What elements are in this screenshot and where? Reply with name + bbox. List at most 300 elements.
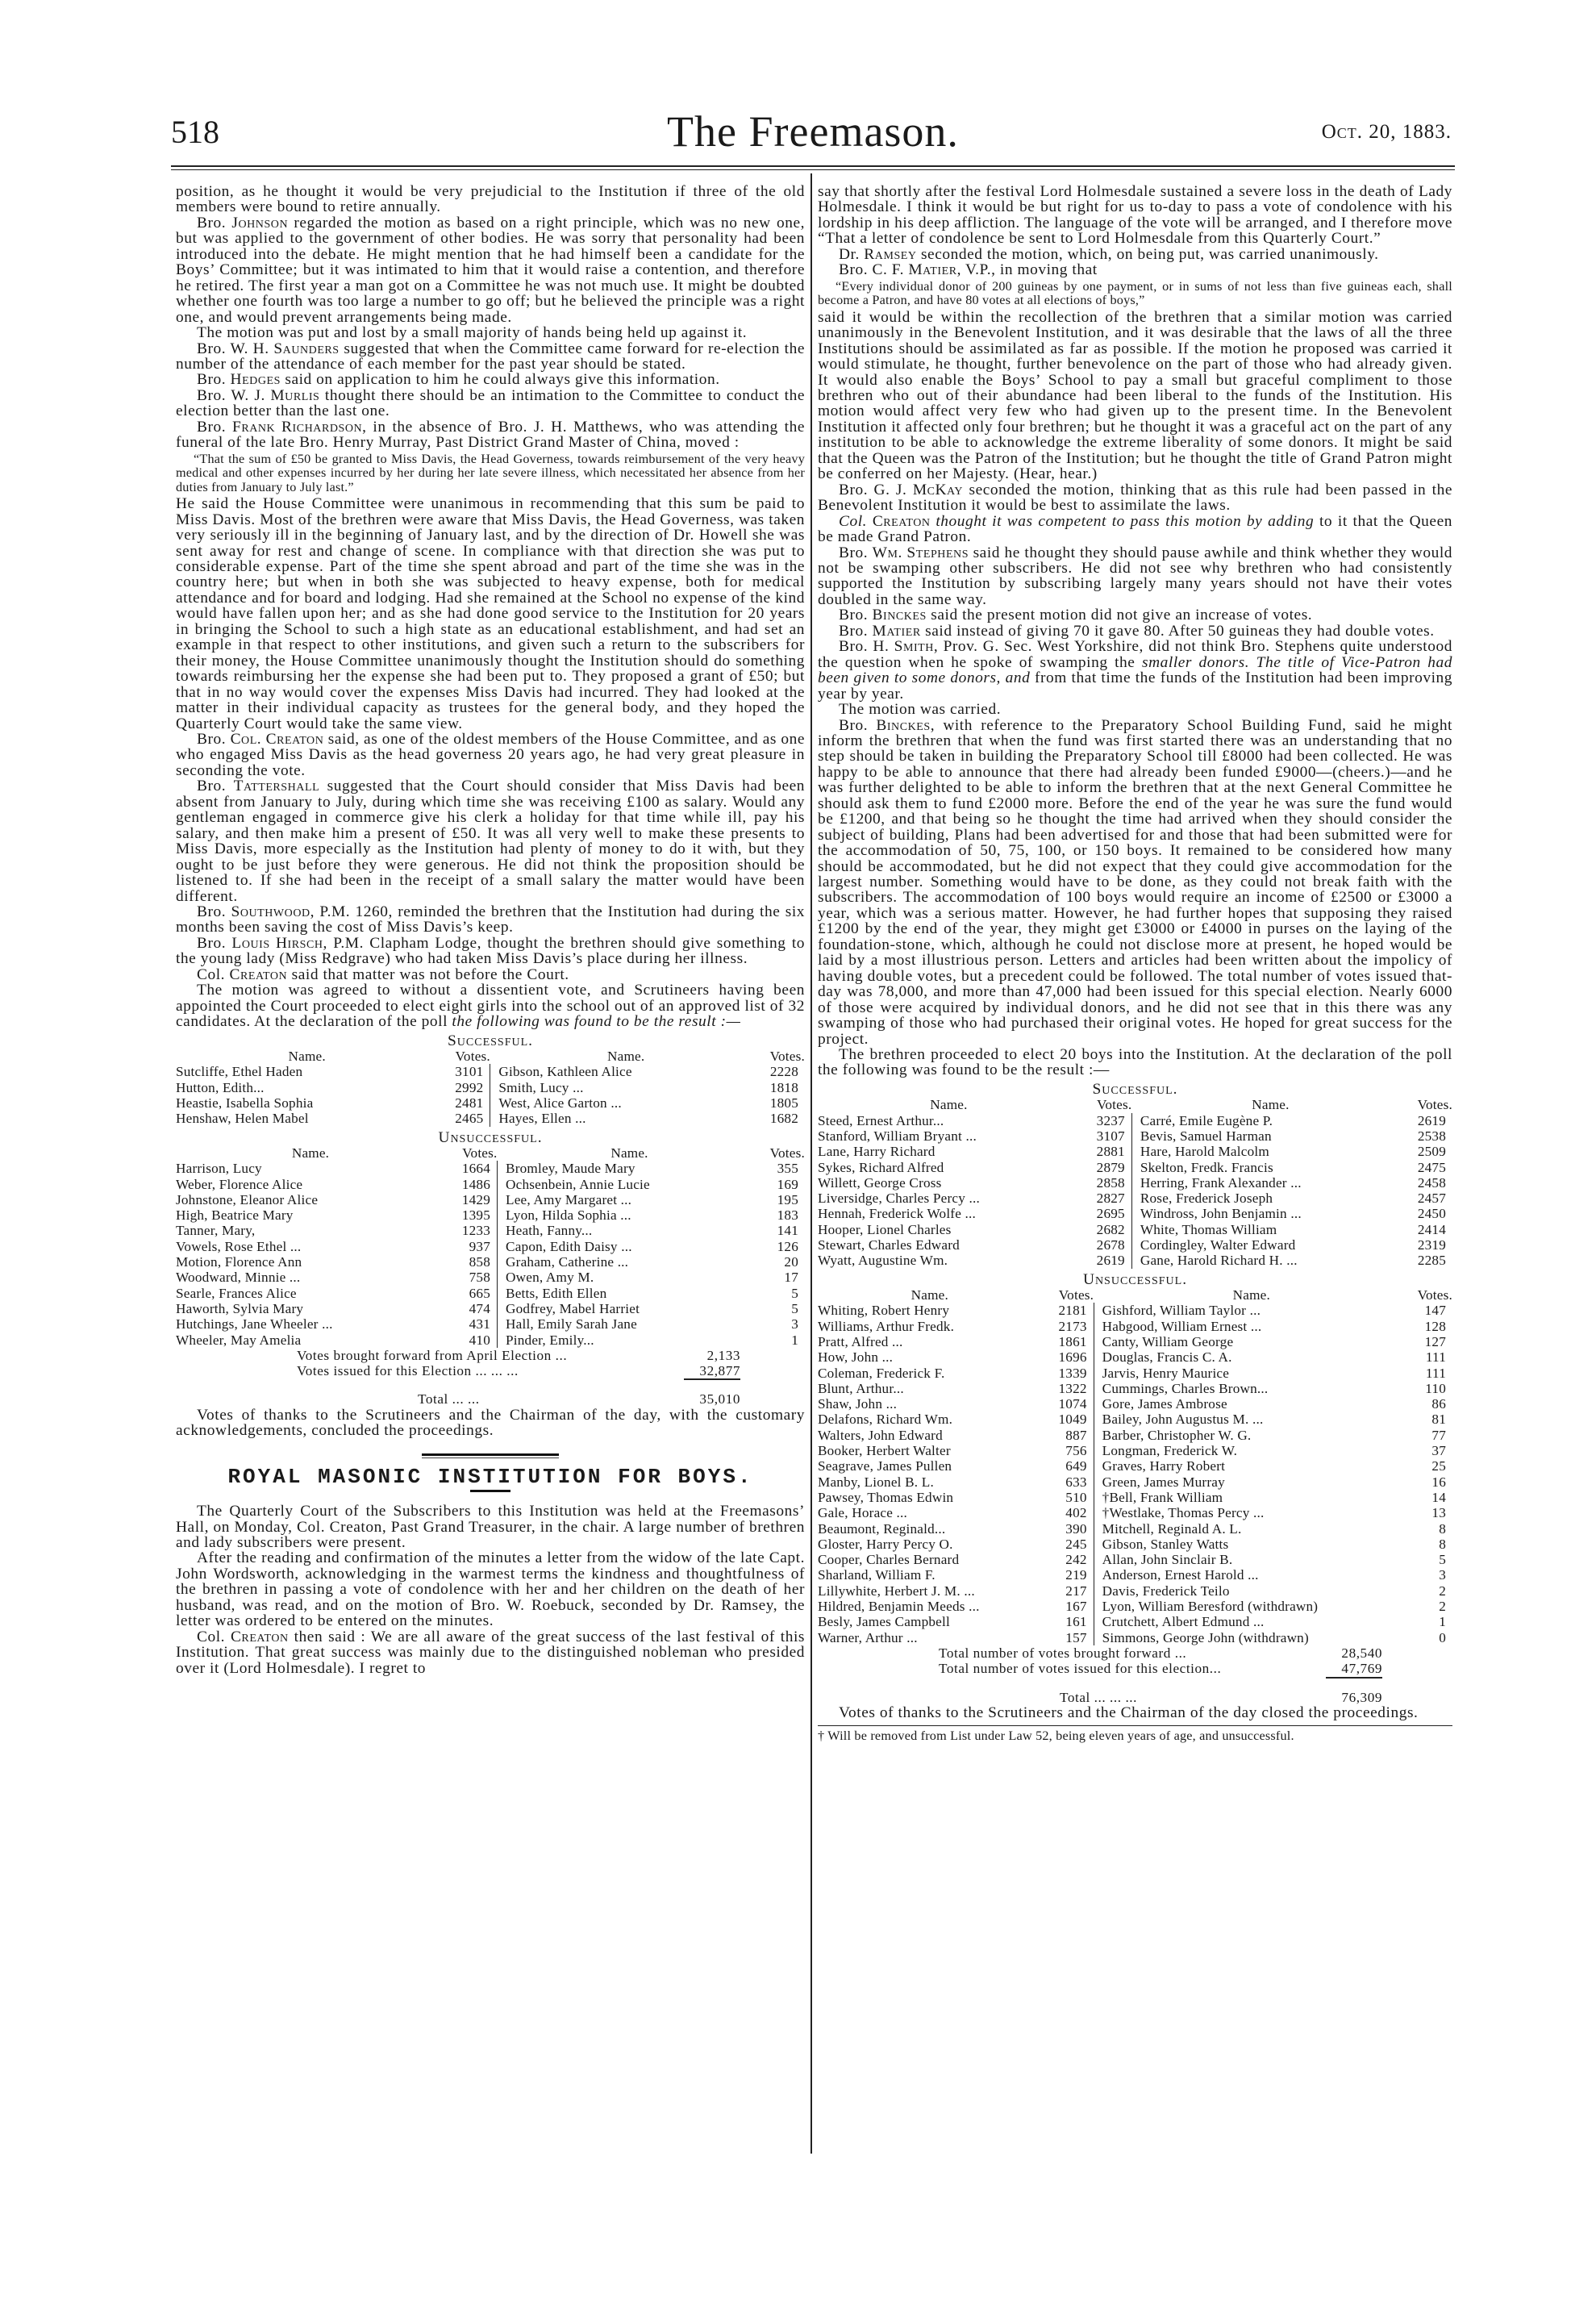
column-separator xyxy=(1094,1366,1102,1381)
candidate-name: Godfrey, Mabel Harriet xyxy=(506,1300,640,1316)
name-column-header: Name. xyxy=(288,1049,326,1065)
candidate-name: Booker, Herbert Walter xyxy=(818,1443,951,1459)
masthead xyxy=(171,106,1455,160)
candidate-votes: 1818 xyxy=(769,1079,798,1095)
candidate-votes: 431 xyxy=(469,1316,491,1332)
candidate-name: Gore, James Ambrose xyxy=(1102,1396,1227,1412)
candidate-votes: 1 xyxy=(1439,1614,1446,1630)
poll-row xyxy=(818,1412,1452,1427)
column-separator xyxy=(498,1316,506,1332)
candidate-votes: 355 xyxy=(777,1161,798,1177)
paragraph-text: said instead of giving 70 it gave 80. After 50 guineas they had double votes. xyxy=(920,622,1435,640)
candidate-name: Walters, John Edward xyxy=(818,1427,943,1443)
candidate-name: Harrison, Lucy xyxy=(176,1161,262,1177)
candidate-votes: 2319 xyxy=(1417,1237,1446,1253)
candidate-name: Rose, Frederick Joseph xyxy=(1140,1191,1273,1207)
column-separator xyxy=(1094,1490,1102,1505)
candidate-votes: 3107 xyxy=(1096,1128,1125,1144)
poll-row xyxy=(818,1160,1452,1175)
candidate-votes: 3 xyxy=(791,1316,798,1332)
poll-row xyxy=(818,1490,1452,1505)
candidate-votes: 2173 xyxy=(1058,1318,1087,1334)
votes-column-header: Votes. xyxy=(769,1145,805,1161)
candidate-name: Beaumont, Reginald... xyxy=(818,1520,946,1537)
paragraph-text: suggested that when the Committee came forward for re-election the number of the attendance of each member for the past year should be stated. xyxy=(176,340,805,373)
candidate-name: Shaw, John ... xyxy=(818,1396,898,1412)
paragraph-text: The motion was agreed to without a dissentient vote, and Scrutineers having been appointed the Court proceeded to elect eight girls into the school out of an approved list of 32 candidates. At the declaration of the poll xyxy=(176,982,805,1031)
speaker-name: Creaton xyxy=(229,965,288,983)
candidate-name: Hall, Emily Sarah Jane xyxy=(506,1316,637,1332)
candidate-votes: 1049 xyxy=(1058,1412,1087,1428)
candidate-name: Bailey, John Augustus M. ... xyxy=(1102,1412,1264,1428)
candidate-votes: 110 xyxy=(1425,1380,1446,1396)
candidate-name: Longman, Frederick W. xyxy=(1102,1443,1238,1459)
votes-column-header: Votes. xyxy=(1096,1097,1132,1113)
candidate-votes: 2619 xyxy=(1417,1112,1446,1128)
paragraph-text: said it would be within the recollection of the brethren that a similar motion was carried unanimously in the Benevolent Institution, and it was desirable that the laws of all the three Institutions should be assimilated as far as possible. If the motion he proposed was carried it would stimulate, he thought, further benevolence on the part of those who had already given. It would also enable the Boys’ School to pay a small but graceful compliment to those brethren who out of their abundance had been liberal to the funds of the Institution. His motion would affect very few who had given up to the present time. In the Benevolent Institution it affected only four brethren; but he thought it was a graceful act on the part of any institution to be able to acknowledge the extreme liberality of some donors. It might be said that the Queen was the Patron of the Institution; but he thought the title of Grand Patron might be conferred on her Majesty. (Hear, hear.) xyxy=(818,308,1452,483)
poll-row xyxy=(176,1111,805,1126)
poll-row xyxy=(818,1319,1452,1334)
candidate-name: Green, James Murray xyxy=(1102,1474,1225,1490)
candidate-votes: 111 xyxy=(1425,1349,1446,1366)
section-divider xyxy=(422,1453,559,1458)
column-separator xyxy=(498,1239,506,1254)
name-column-header: Name. xyxy=(930,1097,968,1113)
column-separator xyxy=(490,1080,499,1095)
candidate-votes: 1861 xyxy=(1058,1333,1087,1349)
candidate-name: Steed, Ernest Arthur... xyxy=(818,1112,944,1128)
poll-row xyxy=(818,1128,1452,1144)
totals-value: 47,769 xyxy=(1326,1661,1382,1678)
paragraph-text: The brethren proceeded to elect 20 boys into the Institution. At the declaration of the poll the following was found to be the result :— xyxy=(818,1046,1452,1079)
paragraph xyxy=(176,967,805,982)
candidate-votes: 633 xyxy=(1065,1474,1087,1490)
name-column-header: Name. xyxy=(291,1145,330,1161)
poll-row xyxy=(176,1270,805,1285)
speaker-name: Creaton xyxy=(872,512,931,530)
poll-header-row xyxy=(176,1145,805,1161)
candidate-name: Hayes, Ellen ... xyxy=(498,1111,586,1127)
poll-row xyxy=(818,1206,1452,1221)
poll-row xyxy=(818,1567,1452,1583)
column-separator xyxy=(1094,1334,1102,1349)
candidate-votes: 3 xyxy=(1439,1567,1446,1583)
candidate-name: Gibson, Stanley Watts xyxy=(1102,1536,1229,1552)
votes-column-header: Votes. xyxy=(1417,1097,1452,1113)
candidate-name: Pratt, Alfred ... xyxy=(818,1333,903,1349)
column-separator xyxy=(490,1095,499,1111)
candidate-votes: 127 xyxy=(1424,1333,1446,1349)
paragraph-text: said on application to him he could always give this information. xyxy=(280,371,720,389)
paragraph xyxy=(818,639,1452,702)
candidate-votes: 217 xyxy=(1065,1583,1087,1599)
paragraph-text: , in the absence of Bro. J. H. Matthews, who was attending the funeral of the late Bro. Henry Murray, Past District Grand Master of China, moved : xyxy=(176,418,805,452)
candidate-name: High, Beatrice Mary xyxy=(176,1207,294,1224)
column-separator xyxy=(498,1145,506,1161)
candidate-votes: 1429 xyxy=(461,1191,491,1207)
candidate-name: Hare, Harold Malcolm xyxy=(1140,1144,1269,1160)
candidate-votes: 2992 xyxy=(455,1079,484,1095)
candidate-name: Herring, Frank Alexander ... xyxy=(1140,1174,1302,1191)
candidate-name: Barber, Christopher W. G. xyxy=(1102,1427,1252,1443)
candidate-name: Tanner, Mary, xyxy=(176,1223,256,1239)
totals-value: 28,540 xyxy=(1341,1645,1382,1661)
paragraph-text: Dr. xyxy=(839,245,865,263)
paragraph-text: Bro. xyxy=(839,716,877,734)
paragraph-text: The motion was put and lost by a small majority of hands being held up against it. xyxy=(197,324,748,342)
paragraph-text: thought there should be an intimation to the Committee to conduct the election better than the last one. xyxy=(176,386,805,420)
column-separator xyxy=(1131,1222,1140,1237)
candidate-votes: 2458 xyxy=(1417,1174,1446,1191)
candidate-name: Whiting, Robert Henry xyxy=(818,1303,950,1319)
poll-row xyxy=(176,1239,805,1254)
right-column xyxy=(818,184,1452,1743)
speaker-name: Smith xyxy=(894,638,934,656)
candidate-votes: 77 xyxy=(1431,1427,1446,1443)
candidate-name: Pawsey, Thomas Edwin xyxy=(818,1489,954,1505)
speaker-name: Matier xyxy=(872,622,921,640)
candidate-name: Manby, Lionel B. L. xyxy=(818,1474,934,1490)
paragraph-text: Bro. xyxy=(197,778,234,795)
paragraph-text: , P.M. 1260, reminded the brethren that the Institution had during the six months been saving the cost of Miss Davis’s keep. xyxy=(176,903,806,936)
column-separator xyxy=(1131,1206,1140,1221)
paragraph xyxy=(818,482,1452,514)
paragraph xyxy=(818,262,1452,277)
poll-row xyxy=(176,1301,805,1316)
candidate-name: Bevis, Samuel Harman xyxy=(1140,1128,1272,1144)
candidate-name: Lane, Harry Richard xyxy=(818,1144,936,1160)
candidate-name: Gishford, William Taylor ... xyxy=(1102,1303,1261,1319)
candidate-name: Jarvis, Henry Maurice xyxy=(1102,1365,1230,1381)
candidate-votes: 887 xyxy=(1065,1427,1087,1443)
candidate-votes: 2481 xyxy=(455,1095,484,1111)
poll-row xyxy=(176,1095,805,1111)
candidate-name: Ochsenbein, Annie Lucie xyxy=(506,1176,650,1192)
poll-row xyxy=(818,1552,1452,1567)
candidate-name: Sutcliffe, Ethel Haden xyxy=(176,1064,303,1080)
candidate-votes: 8 xyxy=(1439,1536,1446,1552)
boys-institution-report xyxy=(176,1503,805,1676)
paragraph-text: , P.M. Clapham Lodge, thought the brethren should give something to the young lady (Miss Redgrave) who had taken Miss Davis’s place during her illness. xyxy=(176,934,806,968)
paragraph xyxy=(176,372,805,387)
poll-row xyxy=(818,1144,1452,1159)
totals-row xyxy=(818,1690,1452,1705)
candidate-name: Lee, Amy Margaret ... xyxy=(506,1191,632,1207)
paragraph-text: said, as one of the oldest members of the House Committee, and as one who engaged Miss Davis as the head governess 20 years ago, he had very great pleasure in seconding the vote. xyxy=(176,731,806,779)
candidate-name: Hennah, Frederick Wolfe ... xyxy=(818,1206,977,1222)
candidate-votes: 1696 xyxy=(1058,1349,1087,1366)
candidate-name: Canty, William George xyxy=(1102,1333,1234,1349)
paragraph-text: “Every individual donor of 200 guineas by one payment, or in sums of not less than five guineas each, shall become a Patron, and have 80 votes at all elections of boys,” xyxy=(818,278,1452,308)
column-separator xyxy=(498,1332,506,1348)
candidate-votes: 510 xyxy=(1065,1489,1087,1505)
totals-value: 35,010 xyxy=(699,1391,740,1407)
candidate-votes: 167 xyxy=(1065,1599,1087,1615)
paragraph xyxy=(818,280,1452,308)
candidate-name: Pinder, Emily... xyxy=(506,1332,594,1348)
candidate-name: Betts, Edith Ellen xyxy=(506,1285,607,1301)
column-separator xyxy=(1094,1537,1102,1552)
poll-row xyxy=(176,1177,805,1192)
candidate-name: Skelton, Fredk. Francis xyxy=(1140,1159,1273,1175)
candidate-name: Weber, Florence Alice xyxy=(176,1176,303,1192)
column-separator xyxy=(1094,1319,1102,1334)
paragraph xyxy=(176,341,805,373)
poll-row xyxy=(818,1428,1452,1443)
speaker-name: Ramsey xyxy=(864,245,917,263)
paragraph xyxy=(176,982,805,1029)
column-separator xyxy=(1094,1287,1102,1303)
name-column-header: Name. xyxy=(1252,1097,1290,1113)
candidate-votes: 5 xyxy=(791,1285,798,1301)
candidate-name: †Westlake, Thomas Percy ... xyxy=(1102,1505,1265,1521)
paragraph-text: “That the sum of £50 be granted to Miss Davis, the Head Governess, towards reimbursement of the very heavy medical and other expenses incurred by her during her late severe illness, which necessitated her absence from her duties from January to July last.” xyxy=(176,451,805,494)
poll-row xyxy=(818,1349,1452,1365)
paragraph xyxy=(818,1705,1452,1720)
candidate-votes: 169 xyxy=(777,1176,798,1192)
paragraph-text: Bro. W. J. xyxy=(197,386,271,404)
poll-row xyxy=(176,1161,805,1176)
column-separator xyxy=(1131,1191,1140,1206)
paragraph xyxy=(176,325,805,340)
poll-row xyxy=(818,1521,1452,1537)
candidate-name: Sykes, Richard Alfred xyxy=(818,1159,944,1175)
candidate-votes: 5 xyxy=(791,1300,798,1316)
candidate-votes: 2450 xyxy=(1417,1206,1446,1222)
paragraph xyxy=(818,702,1452,717)
poll-row xyxy=(176,1316,805,1332)
poll-row xyxy=(818,1366,1452,1381)
column-separator xyxy=(1131,1253,1140,1268)
boys-report-continued xyxy=(818,184,1452,1078)
candidate-name: Graves, Harry Robert xyxy=(1102,1458,1226,1474)
totals-label: Votes brought forward from April Election ... xyxy=(297,1347,568,1363)
candidate-votes: 81 xyxy=(1431,1412,1446,1428)
candidate-name: Gloster, Harry Percy O. xyxy=(818,1536,953,1552)
column-separator xyxy=(1094,1630,1102,1645)
candidate-votes: 111 xyxy=(1425,1365,1446,1381)
paragraph-text: thought it was competent to pass this motion by adding xyxy=(930,512,1315,530)
totals-value: 2,133 xyxy=(706,1347,740,1363)
candidate-name: Heath, Fanny... xyxy=(506,1223,593,1239)
paragraph-text: from that time the funds of the Institution had been improving year by year. xyxy=(818,669,1452,703)
candidate-votes: 2465 xyxy=(455,1111,484,1127)
speaker-name: Louis Hirsch xyxy=(231,934,323,952)
poll-row xyxy=(818,1458,1452,1474)
candidate-name: Johnstone, Eleanor Alice xyxy=(176,1191,319,1207)
paragraph-text: , with reference to the Preparatory School Building Fund, said he might inform the brethren that when the fund was first started there was an understanding that no step should be taken in building the Preparatory School till £8000 had been collected. He was happy to be able to announce that there had already been funded £9000—(cheers.)—and he was further delighted to be able to inform the brethren that at the next General Committee he should ask them to fund £2000 more. Before the end of the year he was sure the fund would be £1200, and that being so he thought the time had arrived when they should consider the subject of building, Plans had been advertised for and those that had been submitted were for the accommodation of 50, 75, 100, or 150 boys. It remained to be considered how many should be accommodated, but he did not expect that they could give accommodation for the largest number. Something would have to be done, as they could not break faith with the subscribers. The accommodation of 100 boys would require an income of £2500 or £3000 a year, which was a serious matter. However, he had further hopes that supposing they raised £1200 by the end of the year, they might get £3000 or £4000 in purses on the laying of the foundation-stone, which, although he could not disclose more at present, he hoped would be laid by a most illustrious person. Letters and articles had been written about the impolicy of having double votes, but a precedent could be followed. The total number of votes issued that-day was 78,000, and more than 47,000 had been issued for this special election. Nearly 6000 of those were acquired by individual donors, and he did not see that in this there was any swamping of those who had purchased their original votes. He hoped for great success for the project. xyxy=(818,716,1452,1048)
candidate-votes: 665 xyxy=(469,1285,491,1301)
candidate-votes: 2228 xyxy=(769,1064,798,1080)
candidate-votes: 1682 xyxy=(769,1111,798,1127)
column-separator xyxy=(498,1254,506,1270)
speaker-name: Wm. Stephens xyxy=(872,544,969,561)
candidate-votes: 14 xyxy=(1431,1489,1446,1505)
candidate-name: Williams, Arthur Fredk. xyxy=(818,1318,955,1334)
candidate-votes: 128 xyxy=(1424,1318,1446,1334)
candidate-votes: 183 xyxy=(777,1207,798,1224)
left-column xyxy=(176,184,805,1676)
paragraph xyxy=(818,718,1452,1048)
candidate-name: Vowels, Rose Ethel ... xyxy=(176,1238,302,1254)
paragraph-text: Bro. xyxy=(197,214,232,231)
candidate-name: Sharland, William F. xyxy=(818,1567,936,1583)
candidate-votes: 1339 xyxy=(1058,1365,1087,1381)
column-separator xyxy=(490,1049,499,1064)
column-separator xyxy=(1094,1614,1102,1629)
candidate-votes: 0 xyxy=(1439,1629,1446,1645)
paragraph xyxy=(176,1629,805,1676)
paragraph-text: Bro. xyxy=(197,731,231,748)
poll-row xyxy=(818,1381,1452,1396)
poll-row xyxy=(176,1254,805,1270)
paragraph xyxy=(176,419,805,451)
paragraph xyxy=(176,388,805,419)
paragraph-text: After the reading and confirmation of the minutes a letter from the widow of the late Capt. John Wordsworth, acknowledging in the warmest terms the kindness and thoughtfulness of the brethren in passing a vote of condolence with her and her children on the death of her husband, was read, and on the motion of Bro. W. Roebuck, seconded by Dr. Ramsey, the letter was ordered to be entered on the minutes. xyxy=(176,1549,805,1630)
candidate-votes: 2827 xyxy=(1096,1191,1125,1207)
header-rule xyxy=(171,165,1455,170)
column-separator xyxy=(1131,1128,1140,1144)
name-column-header: Name. xyxy=(911,1287,948,1303)
column-separator xyxy=(1094,1428,1102,1443)
paragraph-text: Votes of thanks to the Scrutineers and the Chairman of the day, with the customary acknowledgements, concluded the proceedings. xyxy=(176,1406,805,1440)
candidate-votes: 1395 xyxy=(461,1207,491,1224)
totals-label: Votes issued for this Election ... ... ... xyxy=(297,1363,519,1379)
candidate-name: Allan, John Sinclair B. xyxy=(1102,1552,1233,1568)
poll-section-label: Unsuccessful. xyxy=(1082,1270,1188,1288)
section-heading-boys-institution: ROYAL MASONIC INSTITUTION FOR BOYS. xyxy=(227,1464,753,1489)
paragraph-text: Votes of thanks to the Scrutineers and the Chairman of the day closed the proceedings. xyxy=(839,1704,1419,1721)
candidate-votes: 1805 xyxy=(769,1095,798,1111)
column-separator xyxy=(498,1192,506,1207)
candidate-votes: 16 xyxy=(1431,1474,1446,1490)
column-separator xyxy=(498,1270,506,1285)
candidate-name: Hutton, Edith... xyxy=(176,1079,265,1095)
candidate-votes: 2879 xyxy=(1096,1159,1125,1175)
candidate-votes: 195 xyxy=(777,1191,798,1207)
candidate-votes: 37 xyxy=(1431,1443,1446,1459)
paragraph-text: Bro. xyxy=(197,903,231,920)
candidate-name: Graham, Catherine ... xyxy=(506,1254,629,1270)
paragraph-text: smaller donors. The title of Vice-Patron had been given to some donors, and xyxy=(818,653,1452,687)
candidate-name: Coleman, Frederick F. xyxy=(818,1365,945,1381)
poll-row xyxy=(818,1253,1452,1268)
candidate-votes: 141 xyxy=(777,1223,798,1239)
poll-section-label: Successful. xyxy=(448,1032,533,1049)
paragraph xyxy=(818,310,1452,482)
candidate-name: Gane, Harold Richard H. ... xyxy=(1140,1253,1298,1269)
paragraph xyxy=(176,1503,805,1550)
paragraph xyxy=(176,1407,805,1439)
candidate-name: Davis, Frederick Teilo xyxy=(1102,1583,1230,1599)
totals-row xyxy=(818,1645,1452,1661)
speaker-name: Frank Richardson xyxy=(232,418,363,436)
paragraph-text: Bro. xyxy=(839,622,873,640)
candidate-votes: 8 xyxy=(1439,1520,1446,1537)
speaker-name: Matier xyxy=(908,261,957,279)
candidate-votes: 2682 xyxy=(1096,1221,1125,1237)
poll-row xyxy=(818,1237,1452,1253)
candidate-votes: 17 xyxy=(784,1270,798,1286)
candidate-votes: 410 xyxy=(469,1332,491,1348)
paragraph xyxy=(176,215,805,325)
paragraph-text: Bro. C. F. xyxy=(839,261,909,279)
girls-closing xyxy=(176,1407,805,1439)
column-separator xyxy=(1094,1583,1102,1599)
paragraph-text: , Prov. G. Sec. West Yorkshire, did not think Bro. Stephens quite understood the question when he spoke of swamping the xyxy=(818,638,1452,671)
speaker-name: Col. Creaton xyxy=(230,731,324,748)
paragraph-text: said that matter was not before the Court. xyxy=(287,965,569,983)
paragraph xyxy=(818,184,1452,247)
poll-table xyxy=(818,1097,1452,1268)
paragraph-text: said the present motion did not give an increase of votes. xyxy=(926,607,1313,624)
poll-row xyxy=(818,1191,1452,1206)
column-separator xyxy=(1131,1160,1140,1175)
paragraph xyxy=(176,732,805,778)
paragraph-text: He said the House Committee were unanimous in recommending that this sum be paid to Miss Davis. Most of the brethren were aware that Miss Davis, the Head Governess, was taken very seriously ill in the beginning of January last, and by the direction of Dr. Howell she was sent away for rest and change of scene. In compliance with that direction she was put to considerable expense. Part of the time she spent abroad and part of the time she was in the country here; but when in both she was subjected to heavy expense, both for medical attendance and for board and lodging. Had she remained at the School no expense of the kind would have fallen upon her; and as she had done good service to the Institution for 20 years in bringing the School to such a high state as an educational establishment, and had set an example in that respect to other institutions, and given such a return to the subscribers for their money, the House Committee unanimously thought the Institution should do something towards reimbursing her the expense she had been put to. They proposed a grant of £50; but that in no way would cover the expenses Miss Davis had incurred. They had looked at the matter in their individual capacity as trustees for the general body, and they hoped the Quarterly Court would take the same view. xyxy=(176,495,805,732)
poll-row xyxy=(176,1332,805,1348)
totals-value: 32,877 xyxy=(684,1363,740,1380)
paragraph-text: Bro. xyxy=(839,544,873,561)
poll-row xyxy=(176,1192,805,1207)
column-separator xyxy=(1131,1097,1140,1112)
column-separator xyxy=(1094,1396,1102,1412)
paragraph-text: Bro. xyxy=(197,371,231,389)
candidate-name: Seagrave, James Pullen xyxy=(818,1458,952,1474)
candidate-name: Delafons, Richard Wm. xyxy=(818,1412,953,1428)
candidate-name: West, Alice Garton ... xyxy=(498,1095,622,1111)
paragraph xyxy=(176,452,805,495)
candidate-name: Cordingley, Walter Edward xyxy=(1140,1237,1296,1253)
column-separator xyxy=(1094,1474,1102,1490)
candidate-votes: 2858 xyxy=(1096,1174,1125,1191)
candidate-name: Carré, Emile Eugène P. xyxy=(1140,1112,1273,1128)
votes-column-header: Votes. xyxy=(455,1049,490,1065)
candidate-name: Warner, Arthur ... xyxy=(818,1629,918,1645)
candidate-name: Wyatt, Augustine Wm. xyxy=(818,1253,948,1269)
paragraph-text: The Quarterly Court of the Subscribers to this Institution was held at the Freemasons’ Hall, on Monday, Col. Creaton, Past Grand Treasurer, in the chair. A large number of brethren and lady subscribers were present. xyxy=(176,1503,805,1552)
totals-row xyxy=(176,1391,805,1407)
paragraph-text: Col. xyxy=(839,512,873,530)
paragraph xyxy=(176,1550,805,1628)
candidate-votes: 157 xyxy=(1065,1629,1087,1645)
candidate-votes: 937 xyxy=(469,1238,491,1254)
paragraph xyxy=(176,936,805,967)
candidate-name: Henshaw, Helen Mabel xyxy=(176,1111,309,1127)
paragraph xyxy=(818,545,1452,608)
candidate-name: Blunt, Arthur... xyxy=(818,1380,904,1396)
poll-table xyxy=(176,1145,805,1348)
candidate-votes: 1664 xyxy=(461,1161,491,1177)
column-separator xyxy=(1094,1567,1102,1583)
column-separator xyxy=(1094,1505,1102,1520)
candidate-votes: 13 xyxy=(1431,1505,1446,1521)
column-separator xyxy=(1094,1381,1102,1396)
poll-section-label: Successful. xyxy=(1092,1080,1178,1098)
poll-header-row xyxy=(818,1287,1452,1303)
candidate-name: Owen, Amy M. xyxy=(506,1270,594,1286)
column-separator xyxy=(1094,1552,1102,1567)
candidate-name: Liversidge, Charles Percy ... xyxy=(818,1191,981,1207)
candidate-votes: 1322 xyxy=(1058,1380,1087,1396)
paragraph-text: then said : We are all aware of the great success of the last festival of this Institution. That great success was mainly due to the distinguished nobleman who presided over it (Lord Holmesdale). I regret to xyxy=(176,1628,805,1677)
column-separator xyxy=(498,1286,506,1301)
candidate-votes: 2619 xyxy=(1096,1253,1125,1269)
boys-poll xyxy=(818,1082,1452,1705)
page-number: 518 xyxy=(171,114,219,150)
paragraph-text: Bro. G. J. xyxy=(839,481,913,498)
totals-row xyxy=(176,1363,805,1380)
